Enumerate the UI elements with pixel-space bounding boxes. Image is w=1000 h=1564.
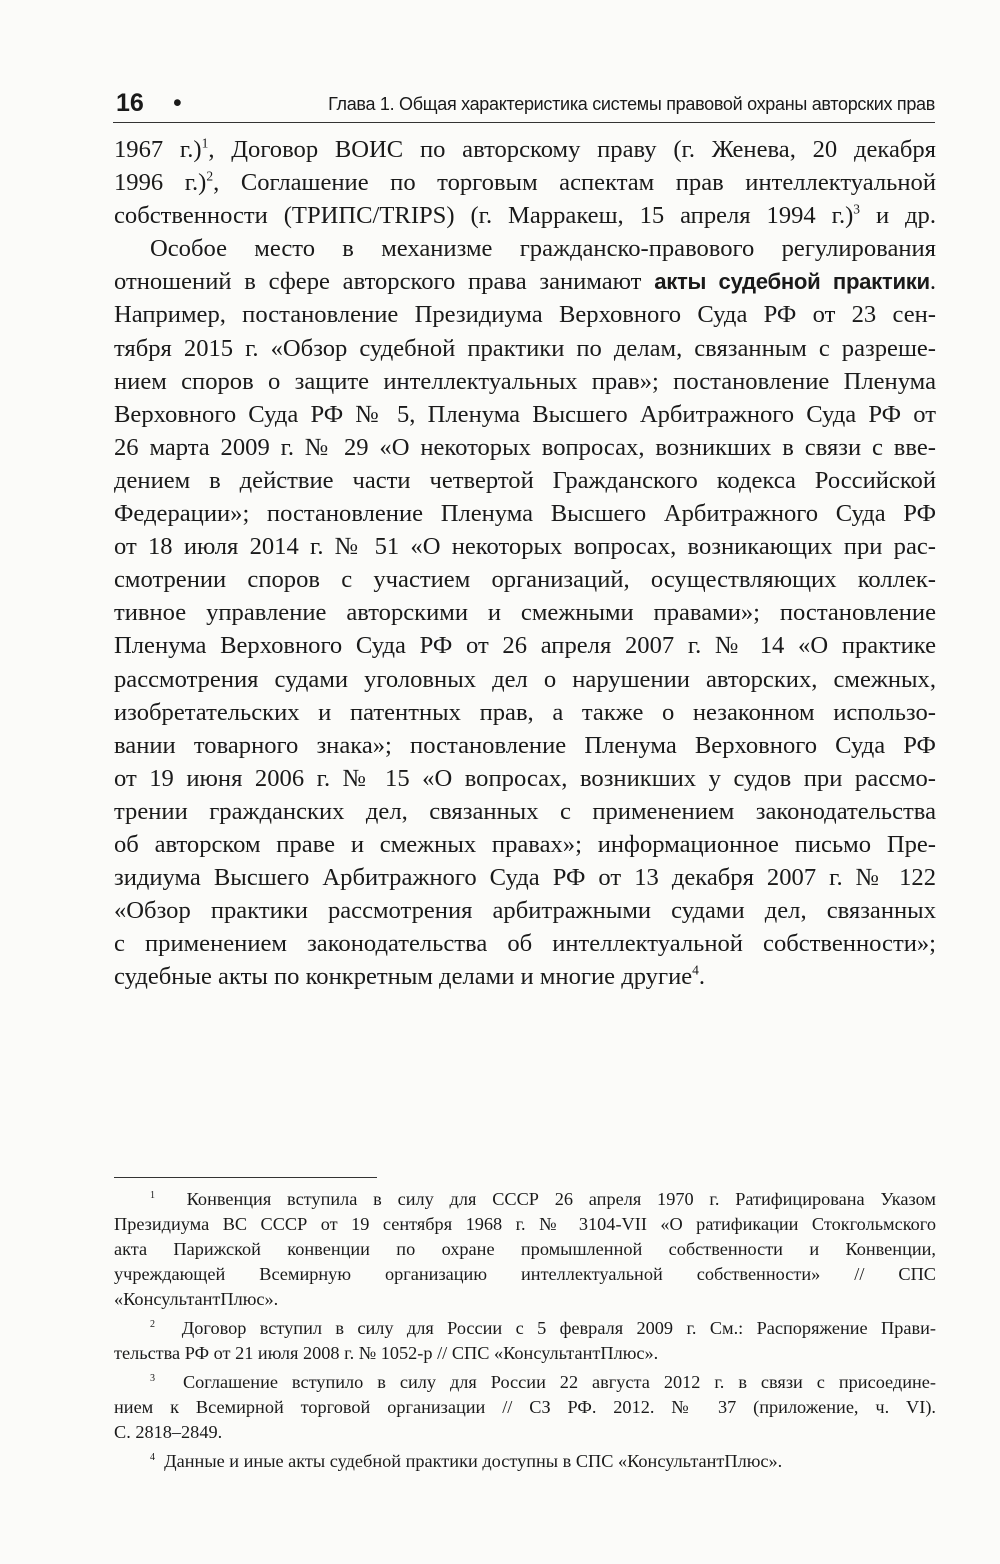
footnote-ref[interactable]: 2 <box>206 168 214 184</box>
text-line: смотрении споров с участием организаций, осуществляющих коллек- <box>114 566 936 594</box>
text-line: Верховного Суда РФ № 5, Пленума Высшего Арбитражного Суда РФ от <box>114 400 936 428</box>
text-line: с применением законодательства об интеллектуальной собственности»; <box>114 930 936 958</box>
text-line: об авторском праве и смежных правах»; информационное письмо Пре- <box>114 830 936 858</box>
footnote-line: «КонсультантПлюс». <box>114 1289 279 1309</box>
text-line: 1996 г.)$^2$, Соглашение по торговым аспектам прав интеллектуальной <box>114 168 936 197</box>
footnote-line: $^2$ Договор вступил в силу для России с 5 февраля 2009 г. См.: Распоряжение Прави- <box>150 1318 937 1338</box>
bold-term: акты судебной практики <box>654 269 930 295</box>
text-line: нием споров о защите интеллектуальных прав»; постановление Пленума <box>114 367 936 395</box>
footnotes <box>114 1187 936 1478</box>
text-line: рассмотрения судами уголовных дел о нарушении авторских, смежных, <box>114 665 936 693</box>
text-line: от 18 июля 2014 г. № 51 «О некоторых вопросах, возникающих при рас- <box>114 533 936 561</box>
text-line: Федерации»; постановление Пленума Высшего Арбитражного Суда РФ <box>114 500 936 528</box>
text-line: судебные акты по конкретным делами и многие другие$^4$. <box>114 962 706 991</box>
footnote-line: акта Парижской конвенции по охране промышленной собственности и Конвенции, <box>114 1239 936 1259</box>
footnote-ref[interactable]: 4 <box>692 962 699 978</box>
footnote-ref[interactable]: 3 <box>853 201 861 217</box>
text-line: Пленума Верховного Суда РФ от 26 апреля 2007 г. № 14 «О практике <box>114 632 936 660</box>
text-line: тября 2015 г. «Обзор судебной практики по делам, связанным с разреше- <box>114 334 936 362</box>
footnote-line: С. 2818–2849. <box>114 1422 223 1442</box>
text-line: зидиума Высшего Арбитражного Суда РФ от 13 декабря 2007 г. № 122 <box>114 864 936 892</box>
page-number: 16 <box>116 89 144 117</box>
footnote-line: $^3$ Соглашение вступило в силу для России 22 августа 2012 г. в связи с присоедине- <box>150 1372 936 1392</box>
text-line: «Обзор практики рассмотрения арбитражными судами дел, связанных <box>114 897 936 925</box>
running-title: Глава 1. Общая характеристика системы правовой охраны авторских прав <box>328 94 935 114</box>
running-header <box>113 86 935 123</box>
footnote-number: 3 <box>150 1372 156 1384</box>
paragraph-continuation <box>114 133 936 232</box>
text-line: трении гражданских дел, связанных с применением законодательства <box>114 797 936 825</box>
footnote-line: $^4$ Данные и иные акты судебной практики доступны в СПС «КонсультантПлюс». <box>150 1451 783 1471</box>
text-line: вании товарного знака»; постановление Пленума Верховного Суда РФ <box>114 731 936 759</box>
footnote-line: тельства РФ от 21 июля 2008 г. № 1052-р // СПС «КонсультантПлюс». <box>114 1343 659 1363</box>
text-line: собственности (ТРИПС/TRIPS) (г. Марракеш, 15 апреля 1994 г.)$^3$ и др. <box>114 201 937 230</box>
text-line: тивное управление авторскими и смежными правами»; постановление <box>114 599 936 627</box>
text-line: дением в действие части четвертой Гражданского кодекса Российской <box>114 466 936 494</box>
footnote-3 <box>114 1370 936 1445</box>
footnote-line: $^1$ Конвенция вступила в силу для СССР 26 апреля 1970 г. Ратифицирована Указом <box>150 1189 937 1209</box>
text-line: Особое место в механизме гражданско-правового регулирования <box>150 235 936 263</box>
footnote-2 <box>114 1316 936 1366</box>
footnote-ref[interactable]: 1 <box>201 135 209 151</box>
text-line: Например, постановление Президиума Верховного Суда РФ от 23 сен- <box>114 301 936 329</box>
header-bullet: • <box>173 89 182 117</box>
text-line: 1967 г.)$^1$, Договор ВОИС по авторскому праву (г. Женева, 20 декабря <box>114 135 936 163</box>
footnote-line: нием к Всемирной торговой организации // СЗ РФ. 2012. № 37 (приложение, ч. VI). <box>114 1397 936 1417</box>
footnote-1 <box>114 1187 936 1312</box>
text-line: 26 марта 2009 г. № 29 «О некоторых вопросах, возникших в связи с вве- <box>114 433 936 461</box>
footnote-4 <box>114 1449 936 1474</box>
text-line: от 19 июня 2006 г. № 15 «О вопросах, возникших у судов при рассмо- <box>114 764 936 792</box>
footnote-number: 2 <box>150 1318 156 1330</box>
footnote-number: 1 <box>150 1189 156 1201</box>
text-line: отношений в сфере авторского права занимают акты судебной практики. <box>114 268 936 296</box>
footnote-line: учреждающей Всемирную организацию интеллектуальной собственности» // СПС <box>114 1264 936 1284</box>
text-line: изобретательских и патентных прав, а также о незаконном использо- <box>114 698 936 726</box>
footnote-line: Президиума ВС СССР от 19 сентября 1968 г. № 3104-VII «О ратификации Стокгольмского <box>114 1214 936 1234</box>
paragraph-judicial-practice <box>114 232 936 993</box>
main-text <box>114 133 936 993</box>
footnote-number: 4 <box>150 1451 156 1463</box>
footnote-separator <box>114 1177 377 1178</box>
